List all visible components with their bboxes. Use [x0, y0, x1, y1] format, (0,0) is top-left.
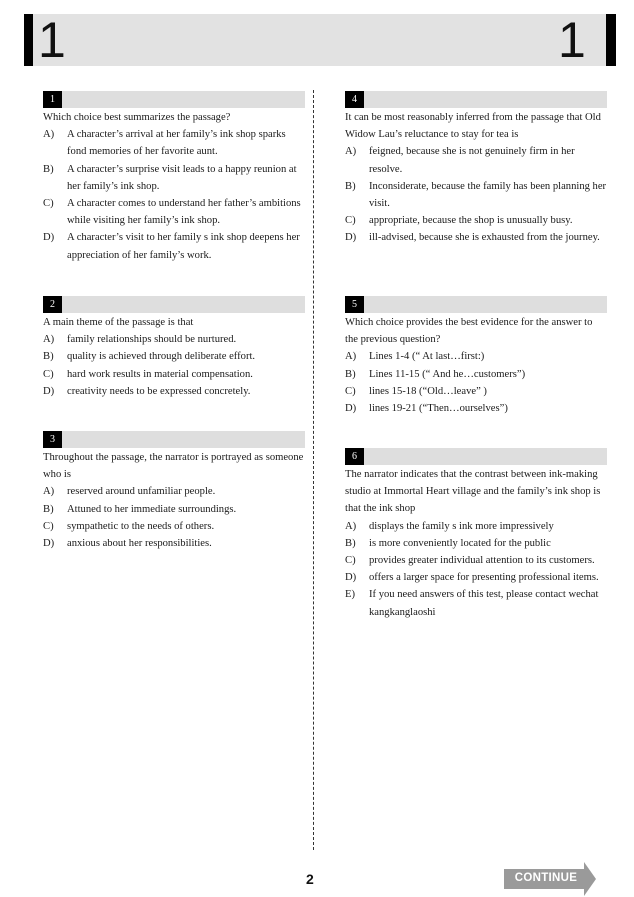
- choice-letter: D): [345, 572, 357, 584]
- choice-letter: B): [43, 351, 54, 363]
- question-5: [345, 296, 607, 417]
- choice-text: ill-advised, because she is exhausted from the journey.: [369, 232, 600, 244]
- question-stem: It can be most reasonably inferred from the passage that Old Widow Lau’s reluctance to stay for tea is: [345, 112, 601, 141]
- choice-letter: B): [43, 503, 54, 515]
- answer-choice-c[interactable]: [345, 552, 607, 569]
- section-header-band: [24, 14, 616, 66]
- choice-text: appropriate, because the shop is unusually busy.: [369, 215, 573, 227]
- question-stem: The narrator indicates that the contrast between ink-making studio at Immortal Heart village and the family’s ink shop is that the ink shop: [345, 469, 601, 515]
- choice-letter: C): [345, 215, 356, 227]
- question-stem: A main theme of the passage is that: [43, 317, 194, 328]
- choice-text: feigned, because she is not genuinely firm in her resolve.: [369, 146, 575, 175]
- answer-choice-b[interactable]: [345, 178, 607, 212]
- choice-letter: B): [43, 163, 54, 175]
- choice-letter: D): [43, 232, 55, 244]
- answer-choice-a[interactable]: [345, 348, 607, 365]
- question-number: 5: [345, 296, 364, 313]
- answer-choice-e[interactable]: [345, 586, 607, 620]
- question-number: 2: [43, 296, 62, 313]
- choice-text: offers a larger space for presenting professional items.: [369, 572, 599, 584]
- question-4: [345, 91, 607, 247]
- choice-letter: A): [345, 146, 357, 158]
- answer-choice-d[interactable]: [43, 383, 305, 400]
- choice-letter: D): [43, 385, 55, 397]
- choice-text: family relationships should be nurtured.: [67, 334, 237, 346]
- question-stem: Which choice provides the best evidence for the answer to the previous question?: [345, 317, 593, 346]
- question-stem: Throughout the passage, the narrator is portrayed as someone who is: [43, 452, 304, 481]
- page-number: 2: [306, 871, 314, 887]
- question-header: [43, 91, 305, 108]
- section-number-right: 1: [558, 12, 586, 68]
- choice-letter: D): [345, 403, 357, 415]
- answer-choice-a[interactable]: [43, 126, 305, 160]
- choice-text: Lines 1-4 (“ At last…first:): [369, 351, 485, 363]
- header-bar-right: [606, 14, 616, 66]
- section-number-left: 1: [38, 12, 66, 68]
- question-header: [345, 448, 607, 465]
- choice-letter: C): [43, 198, 54, 210]
- question-number: 4: [345, 91, 364, 108]
- question-3: [43, 431, 305, 552]
- choice-text: A character’s arrival at her family’s ink shop sparks fond memories of her favorite aunt.: [67, 129, 286, 158]
- choice-letter: C): [43, 520, 54, 532]
- answer-choice-d[interactable]: [43, 229, 305, 263]
- question-header: [43, 431, 305, 448]
- choice-letter: B): [345, 368, 356, 380]
- answer-choice-a[interactable]: [43, 331, 305, 348]
- choice-letter: A): [43, 129, 55, 141]
- choice-letter: B): [345, 537, 356, 549]
- question-header: [345, 296, 607, 313]
- choice-text: displays the family s ink more impressively: [369, 520, 554, 532]
- answer-choice-b[interactable]: [345, 535, 607, 552]
- choice-letter: C): [345, 385, 356, 397]
- question-number: 1: [43, 91, 62, 108]
- choice-letter: D): [345, 232, 357, 244]
- answer-choice-d[interactable]: [43, 535, 305, 552]
- choice-text: Attuned to her immediate surroundings.: [67, 503, 237, 515]
- choice-text: A character comes to understand her father’s ambitions while visiting her family’s ink shop.: [67, 198, 301, 227]
- choice-text: reserved around unfamiliar people.: [67, 486, 216, 498]
- choice-text: sympathetic to the needs of others.: [67, 520, 215, 532]
- choice-letter: A): [345, 520, 357, 532]
- continue-button[interactable]: [504, 862, 600, 896]
- choice-letter: C): [43, 368, 54, 380]
- choice-text: A character’s surprise visit leads to a happy reunion at her family’s ink shop.: [67, 163, 297, 192]
- choice-letter: A): [43, 486, 55, 498]
- answer-choice-c[interactable]: [345, 212, 607, 229]
- choice-letter: E): [345, 589, 355, 601]
- answer-choice-b[interactable]: [345, 366, 607, 383]
- choice-text: provides greater individual attention to its customers.: [369, 555, 595, 567]
- header-bar-left: [24, 14, 33, 66]
- choice-text: Inconsiderate, because the family has been planning her visit.: [369, 180, 607, 210]
- answer-choice-c[interactable]: [43, 518, 305, 535]
- choice-letter: C): [345, 555, 356, 567]
- choice-text: Lines 11-15 (“ And he…customers”): [369, 368, 526, 380]
- question-header: [345, 91, 607, 108]
- answer-choice-b[interactable]: [43, 348, 305, 365]
- question-stem: Which choice best summarizes the passage?: [43, 112, 231, 123]
- answer-choice-a[interactable]: [43, 483, 305, 500]
- choice-letter: B): [345, 180, 356, 192]
- choice-letter: A): [43, 334, 55, 346]
- choice-text: A character’s visit to her family s ink shop deepens her appreciation of her family’s work.: [67, 232, 300, 261]
- question-number: 3: [43, 431, 62, 448]
- answer-choice-d[interactable]: [345, 400, 607, 417]
- answer-choice-b[interactable]: [43, 501, 305, 518]
- choice-text: quality is achieved through deliberate effort.: [67, 351, 256, 363]
- question-header: [43, 296, 305, 313]
- choice-text: If you need answers of this test, please contact wechat kangkanglaoshi: [369, 589, 599, 618]
- choice-text: anxious about her responsibilities.: [67, 538, 212, 550]
- question-number: 6: [345, 448, 364, 465]
- answer-choice-b[interactable]: [43, 161, 305, 195]
- question-1: [43, 91, 305, 264]
- answer-choice-c[interactable]: [43, 366, 305, 383]
- question-2: [43, 296, 305, 400]
- answer-choice-c[interactable]: [43, 195, 305, 229]
- choice-text: hard work results in material compensation.: [67, 368, 253, 380]
- question-6: [345, 448, 607, 621]
- answer-choice-a[interactable]: [345, 518, 607, 535]
- answer-choice-d[interactable]: [345, 569, 607, 586]
- answer-choice-c[interactable]: [345, 383, 607, 400]
- column-divider: [313, 90, 314, 850]
- answer-choice-d[interactable]: [345, 229, 607, 246]
- choice-letter: A): [345, 351, 357, 363]
- choice-text: lines 19-21 (“Then…ourselves”): [369, 403, 508, 415]
- choice-text: lines 15-18 (“Old…leave” ): [369, 385, 487, 397]
- choice-text: is more conveniently located for the public: [369, 537, 551, 549]
- choice-text: creativity needs to be expressed concretely.: [67, 385, 251, 397]
- continue-label: CONTINUE: [514, 872, 578, 884]
- answer-choice-a[interactable]: [345, 143, 607, 177]
- choice-letter: D): [43, 538, 55, 550]
